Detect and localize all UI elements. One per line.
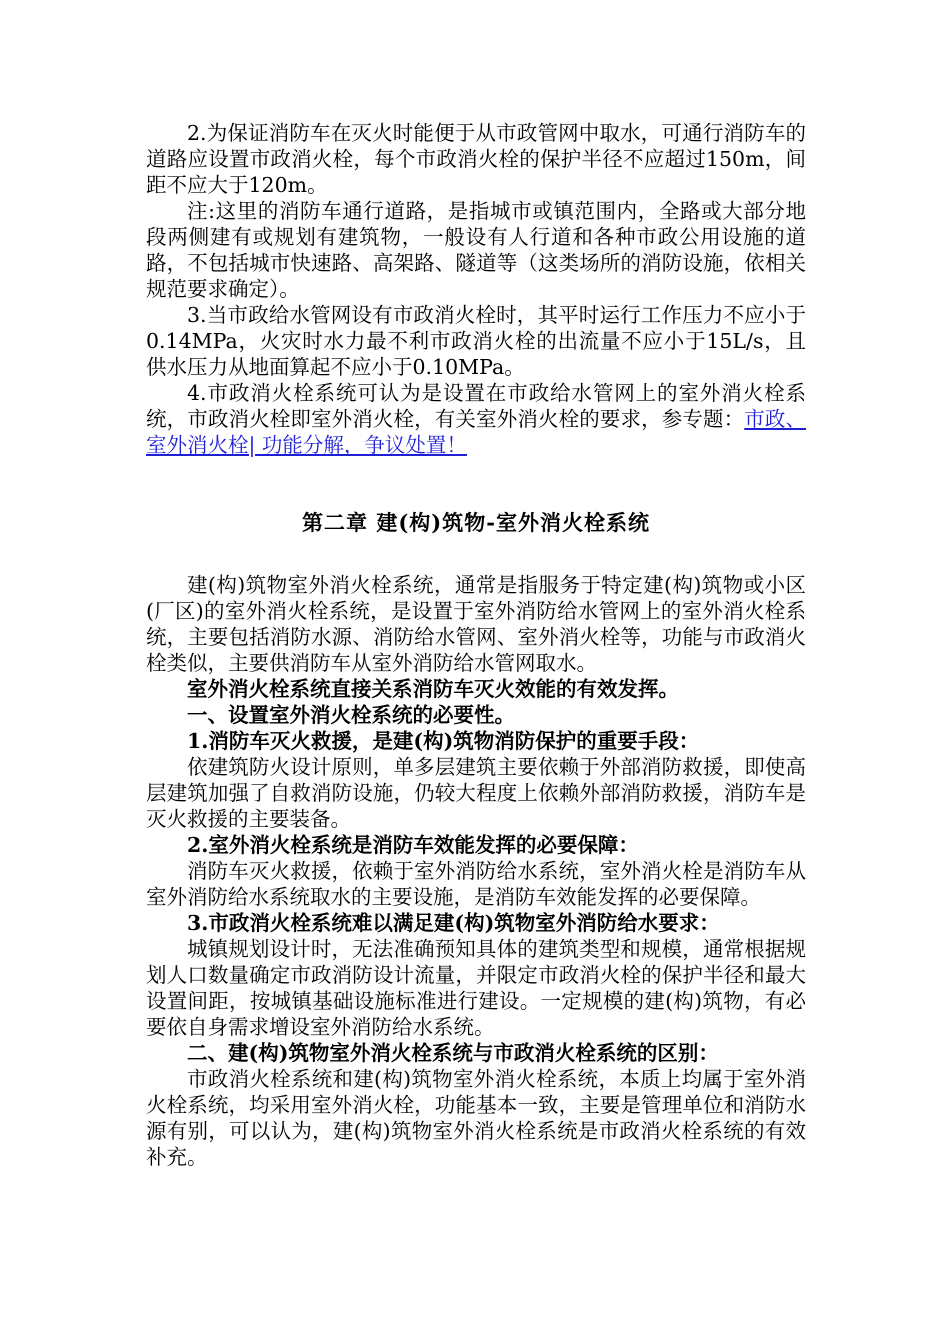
chapter-lead: 室外消火栓系统直接关系消防车灭火效能的有效发挥。 — [187, 677, 679, 701]
heading-section-2: 二、建(构)筑物室外消火栓系统与市政消火栓系统的区别： — [187, 1041, 719, 1065]
paragraph-item-3: 3.当市政给水管网设有市政消火栓时，其平时运行工作压力不应小于0.14MPa，火灾时水力最不利市政消火栓的出流量不应小于15L/s，且供水压力从地面算起不应小于0.10MPa。 — [146, 303, 806, 379]
paragraph-item-4-text: 4.市政消火栓系统可认为是设置在市政给水管网上的室外消火栓系统，市政消火栓即室外消火栓，有关室外消火栓的要求，参专题： — [146, 381, 806, 431]
subheading-1-3: 3.市政消火栓系统难以满足建(构)筑物室外消防给水要求： — [187, 911, 720, 935]
topic-link[interactable]: 市政、室外消火栓| 功能分解，争议处置！ — [146, 407, 807, 457]
paragraph-item-2: 2.为保证消防车在灭火时能便于从市政管网中取水，可通行消防车的道路应设置市政消火栓，每个市政消火栓的保护半径不应超过150m，间距不应大于120m。 — [146, 121, 806, 197]
paragraph-1-3: 城镇规划设计时，无法准确预知具体的建筑类型和规模，通常根据规划人口数量确定市政消防设计流量，并限定市政消火栓的保护半径和最大设置间距，按城镇基础设施标准进行建设。一定规模的建(构)筑物，有必要依自身需求增设室外消防给水系统。 — [146, 937, 806, 1039]
paragraph-note: 注:这里的消防车通行道路，是指城市或镇范围内，全路或大部分地段两侧建有或规划有建筑物，一般设有人行道和各种市政公用设施的道路，不包括城市快速路、高架路、隧道等（这类场所的消防设施，依相关规范要求确定）。 — [146, 199, 806, 301]
paragraph-1-2: 消防车灭火救援，依赖于室外消防给水系统，室外消火栓是消防车从室外消防给水系统取水的主要设施，是消防车效能发挥的必要保障。 — [146, 859, 806, 909]
chapter-title: 第二章 建(构)筑物-室外消火栓系统 — [302, 510, 650, 535]
subheading-1-2: 2.室外消火栓系统是消防车效能发挥的必要保障： — [187, 833, 639, 857]
subheading-1-1: 1.消防车灭火救援，是建(构)筑物消防保护的重要手段： — [187, 729, 700, 753]
heading-section-1: 一、设置室外消火栓系统的必要性。 — [187, 703, 515, 727]
paragraph-2: 市政消火栓系统和建(构)筑物室外消火栓系统，本质上均属于室外消火栓系统，均采用室外消火栓，功能基本一致，主要是管理单位和消防水源有别，可以认为，建(构)筑物室外消火栓系统是市政消火栓系统的有效补充。 — [146, 1067, 806, 1169]
paragraph-item-4 — [146, 380, 806, 458]
chapter-body — [146, 572, 806, 1170]
document-page — [146, 120, 807, 1169]
paragraph-1-1: 依建筑防火设计原则，单多层建筑主要依赖于外部消防救援，即使高层建筑加强了自救消防设施，仍较大程度上依赖外部消防救援，消防车是灭火救援的主要装备。 — [146, 755, 806, 831]
chapter-intro: 建(构)筑物室外消火栓系统，通常是指服务于特定建(构)筑物或小区(厂区)的室外消火栓系统，是设置于室外消防给水管网上的室外消火栓系统，主要包括消防水源、消防给水管网、室外消火栓等，功能与市政消火栓类似，主要供消防车从室外消防给水管网取水。 — [146, 573, 806, 675]
